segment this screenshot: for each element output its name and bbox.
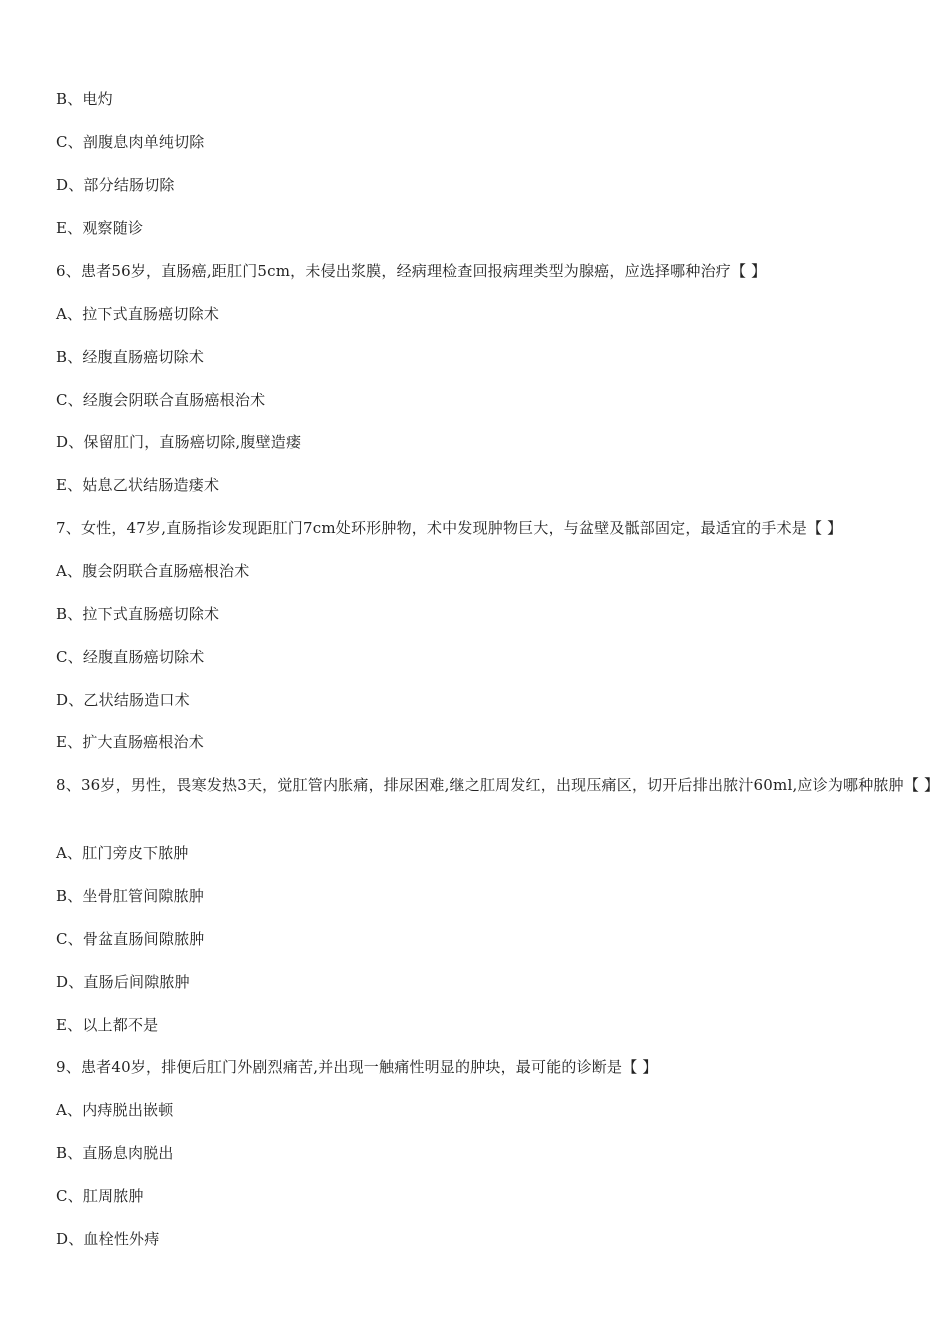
option-c-q8: C、骨盆直肠间隙脓肿 [56,930,205,948]
option-d-q8: D、直肠后间隙脓肿 [56,973,190,991]
option-b-q7: B、拉下式直肠癌切除术 [56,605,220,623]
question-8: 8、36岁，男性，畏寒发热3天，觉肛管内胀痛，排尿困难,继之肛周发红，出现压痛区，切开后排出脓汁60ml,应诊为哪种脓肿【 】 [56,776,940,794]
question-7: 7、女性，47岁,直肠指诊发现距肛门7cm处环形肿物，术中发现肿物巨大，与盆壁及骶部固定，最适宜的手术是【 】 [56,519,843,537]
option-a-q9: A、内痔脱出嵌顿 [56,1101,174,1119]
question-6: 6、患者56岁，直肠癌,距肛门5cm，未侵出浆膜，经病理检查回报病理类型为腺癌，应选择哪种治疗【 】 [56,262,767,280]
option-d-q6: D、保留肛门，直肠癌切除,腹壁造瘘 [56,433,302,451]
option-d-q5: D、部分结肠切除 [56,176,175,194]
option-b-q8: B、坐骨肛管间隙脓肿 [56,887,205,905]
option-b-q6: B、经腹直肠癌切除术 [56,348,205,366]
option-c-q5: C、剖腹息肉单纯切除 [56,133,205,151]
option-d-q9: D、血栓性外痔 [56,1230,160,1248]
option-a-q6: A、拉下式直肠癌切除术 [56,305,220,323]
option-a-q8: A、肛门旁皮下脓肿 [56,844,189,862]
option-a-q7: A、腹会阴联合直肠癌根治术 [56,562,250,580]
option-b-q9: B、直肠息肉脱出 [56,1144,174,1162]
option-b-q5: B、电灼 [56,90,113,108]
question-9: 9、患者40岁，排便后肛门外剧烈痛苦,并出现一触痛性明显的肿块，最可能的诊断是【 】 [56,1058,658,1076]
option-e-q5: E、观察随诊 [56,219,144,237]
option-e-q8: E、以上都不是 [56,1016,159,1034]
option-c-q7: C、经腹直肠癌切除术 [56,648,205,666]
option-d-q7: D、乙状结肠造口术 [56,691,190,709]
option-c-q9: C、肛周脓肿 [56,1187,144,1205]
option-c-q6: C、经腹会阴联合直肠癌根治术 [56,391,266,409]
option-e-q6: E、姑息乙状结肠造瘘术 [56,476,220,494]
option-e-q7: E、扩大直肠癌根治术 [56,733,204,751]
